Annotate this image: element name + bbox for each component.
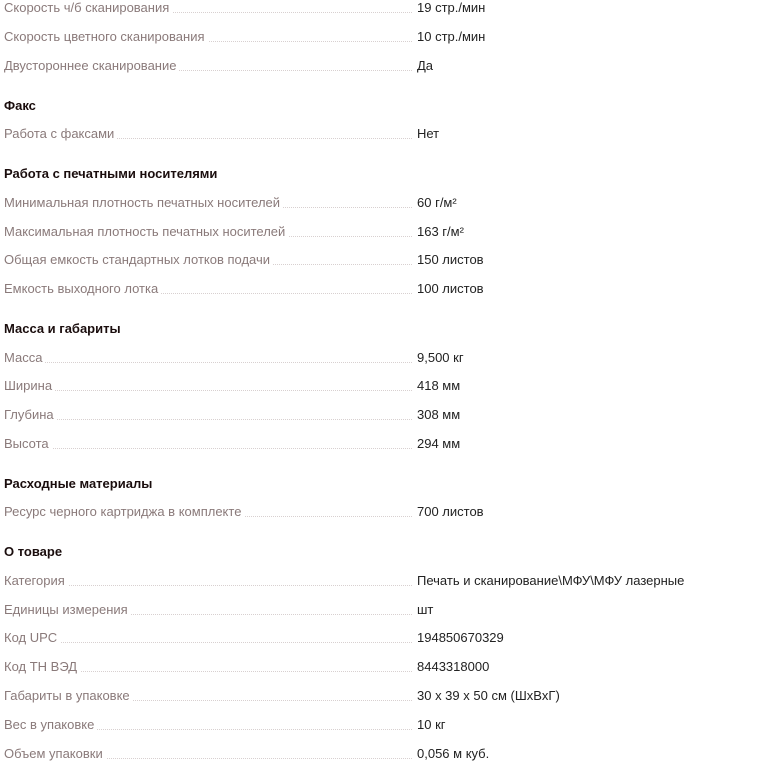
spec-row-depth — [4, 407, 764, 423]
spec-label-container — [4, 436, 412, 452]
spec-label: Скорость цветного сканирования — [4, 29, 208, 44]
spec-value: Нет — [417, 126, 440, 141]
spec-label-container — [4, 195, 412, 211]
spec-label-container — [4, 573, 412, 589]
spec-label: Объем упаковки — [4, 746, 106, 761]
spec-label-container — [4, 350, 412, 366]
spec-label: Емкость выходного лотка — [4, 281, 161, 296]
spec-row-customs-code — [4, 659, 764, 675]
spec-label: Вес в упаковке — [4, 717, 97, 732]
spec-value: шт — [417, 602, 434, 617]
spec-row-duplex-scan — [4, 58, 764, 74]
spec-label: Код UPC — [4, 630, 60, 645]
dotted-leader — [4, 390, 412, 391]
spec-value: 9,500 кг — [417, 350, 464, 365]
section-title-fax: Факс — [4, 98, 36, 113]
spec-label-container — [4, 630, 412, 646]
spec-label: Глубина — [4, 407, 57, 422]
spec-label: Категория — [4, 573, 68, 588]
spec-row-black-cartridge-yield — [4, 504, 764, 520]
section-title-consumables: Расходные материалы — [4, 476, 153, 491]
spec-value: 700 листов — [417, 504, 484, 519]
spec-label: Максимальная плотность печатных носителей — [4, 224, 288, 239]
dotted-leader — [4, 419, 412, 420]
spec-label: Работа с факсами — [4, 126, 117, 141]
spec-value: 0,056 м куб. — [417, 746, 490, 761]
spec-value: 163 г/м² — [417, 224, 464, 239]
spec-label: Масса — [4, 350, 45, 365]
spec-label-container — [4, 224, 412, 240]
spec-label: Ширина — [4, 378, 55, 393]
spec-row-weight — [4, 350, 764, 366]
spec-label: Единицы измерения — [4, 602, 131, 617]
spec-label-container — [4, 746, 412, 762]
spec-row-package-weight — [4, 717, 764, 733]
spec-label: Габариты в упаковке — [4, 688, 133, 703]
spec-row-fax-support — [4, 126, 764, 142]
spec-label: Скорость ч/б сканирования — [4, 0, 172, 15]
spec-label: Высота — [4, 436, 52, 451]
spec-value: 308 мм — [417, 407, 461, 422]
spec-label: Ресурс черного картриджа в комплекте — [4, 504, 244, 519]
spec-row-height — [4, 436, 764, 452]
spec-row-width — [4, 378, 764, 394]
spec-value: 30 x 39 x 50 см (ШxВxГ) — [417, 688, 560, 703]
dotted-leader — [4, 448, 412, 449]
spec-value: Печать и сканирование\МФУ\МФУ лазерные — [417, 573, 685, 588]
dotted-leader — [4, 642, 412, 643]
spec-label-container — [4, 407, 412, 423]
section-title-product: О товаре — [4, 544, 63, 559]
section-title-dimensions: Масса и габариты — [4, 321, 121, 336]
spec-value: 8443318000 — [417, 659, 490, 674]
spec-label-container — [4, 281, 412, 297]
spec-label-container — [4, 504, 412, 520]
spec-label: Двустороннее сканирование — [4, 58, 179, 73]
spec-row-input-tray-capacity — [4, 252, 764, 268]
spec-row-category — [4, 573, 764, 589]
spec-label-container — [4, 252, 412, 268]
spec-value: 10 кг — [417, 717, 446, 732]
spec-row-package-dimensions — [4, 688, 764, 704]
spec-row-min-media-weight — [4, 195, 764, 211]
spec-label-container — [4, 688, 412, 704]
spec-label-container — [4, 717, 412, 733]
spec-value: 418 мм — [417, 378, 461, 393]
spec-label: Код ТН ВЭД — [4, 659, 80, 674]
spec-value: 19 стр./мин — [417, 0, 486, 15]
spec-value: 294 мм — [417, 436, 461, 451]
spec-value: Да — [417, 58, 434, 73]
spec-value: 194850670329 — [417, 630, 504, 645]
spec-row-output-tray-capacity — [4, 281, 764, 297]
spec-value: 100 листов — [417, 281, 484, 296]
spec-value: 10 стр./мин — [417, 29, 486, 44]
spec-label-container — [4, 378, 412, 394]
spec-value: 150 листов — [417, 252, 484, 267]
spec-label-container — [4, 602, 412, 618]
spec-label-container — [4, 0, 412, 16]
spec-row-bw-scan-speed — [4, 0, 764, 16]
spec-label-container — [4, 126, 412, 142]
spec-row-max-media-weight — [4, 224, 764, 240]
dotted-leader — [4, 362, 412, 363]
spec-label: Минимальная плотность печатных носителей — [4, 195, 283, 210]
spec-row-upc — [4, 630, 764, 646]
spec-label-container — [4, 58, 412, 74]
spec-row-package-volume — [4, 746, 764, 762]
spec-row-color-scan-speed — [4, 29, 764, 45]
spec-label-container — [4, 659, 412, 675]
section-title-media: Работа с печатными носителями — [4, 166, 218, 181]
spec-value: 60 г/м² — [417, 195, 457, 210]
spec-row-unit — [4, 602, 764, 618]
spec-label-container — [4, 29, 412, 45]
spec-label: Общая емкость стандартных лотков подачи — [4, 252, 273, 267]
